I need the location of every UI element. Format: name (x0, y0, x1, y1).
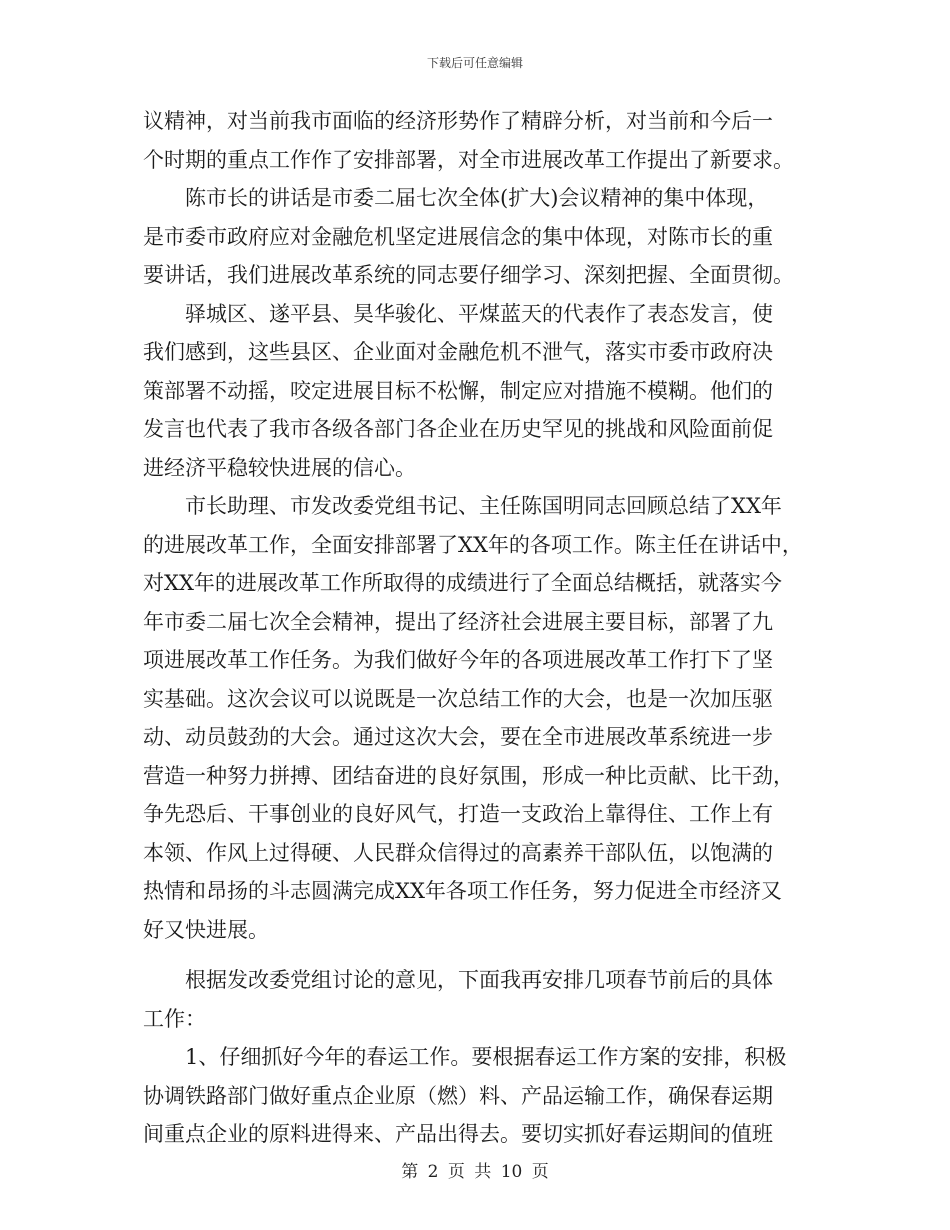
body-line: 争先恐后、干事创业的良好风气，打造一支政治上靠得住、工作上有 (143, 802, 773, 826)
body-line: 我们感到，这些县区、企业面对金融危机不泄气，落实市委市政府决 (143, 340, 773, 364)
body-line: 营造一种努力拼搏、团结奋进的良好氛围，形成一种比贡献、比干劲， (143, 763, 794, 788)
body-line: 项进展改革工作任务。为我们做好今年的各项进展改革工作打下了坚 (143, 648, 773, 672)
body-line: 协调铁路部门做好重点企业原（燃）料、产品运输工作，确保春运期 (143, 1083, 773, 1108)
body-line: 动、动员鼓劲的大会。通过这次大会，要在全市进展改革系统进一步 (143, 725, 773, 749)
body-line: 对XX年的进展改革工作所取得的成绩进行了全面总结概括，就落实今 (143, 571, 782, 595)
paragraph-start-line: 市长助理、市发改委党组书记、主任陈国明同志回顾总结了XX年 (185, 494, 782, 518)
paragraph-gap (143, 949, 811, 961)
body-line: 进经济平稳较快进展的信心。 (143, 455, 416, 480)
body-line: 年市委二届七次全会精神，提出了经济社会进展主要目标，部署了九 (143, 609, 773, 634)
body-line: 热情和昂扬的斗志圆满完成XX年各项工作任务，努力促进全市经济又 (143, 879, 782, 903)
body-line: 要讲话，我们进展改革系统的同志要仔细学习、深刻把握、全面贯彻。 (143, 263, 794, 287)
paragraph-start-line: 1、仔细抓好今年的春运工作。要根据春运工作方案的安排，积极 (185, 1045, 787, 1069)
body-line: 本领、作风上过得硬、人民群众信得过的高素养干部队伍，以饱满的 (143, 840, 773, 865)
body-line: 个时期的重点工作作了安排部署，对全市进展改革工作提出了新要求。 (143, 147, 794, 172)
paragraph-start-line: 根据发改委党组讨论的意见，下面我再安排几项春节前后的具体 (185, 968, 773, 992)
document-body (143, 102, 811, 1154)
body-line: 是市委市政府应对金融危机坚定进展信念的集中体现，对陈市长的重 (143, 224, 773, 249)
body-line: 间重点企业的原料进得来、产品出得去。要切实抓好春运期间的值班 (143, 1122, 773, 1146)
body-line: 实基础。这次会议可以说既是一次总结工作的大会，也是一次加压驱 (143, 686, 773, 711)
page-number-footer: 第 2 页 共 10 页 (401, 1162, 549, 1182)
body-line: 的进展改革工作，全面安排部署了XX年的各项工作。陈主任在讲话中， (143, 532, 803, 557)
body-line: 策部署不动摇，咬定进展目标不松懈，制定应对措施不模糊。他们的 (143, 378, 773, 403)
body-line: 发言也代表了我市各级各部门各企业在历史罕见的挑战和风险面前促 (143, 417, 773, 441)
body-line: 议精神，对当前我市面临的经济形势作了精辟分析，对当前和今后一 (143, 109, 773, 133)
body-line: 工作： (143, 1006, 206, 1031)
paragraph-start-line: 陈市长的讲话是市委二届七次全体(扩大)会议精神的集中体现， (185, 186, 769, 210)
page-header: 下载后可任意编辑 (426, 56, 523, 70)
paragraph-start-line: 驿城区、遂平县、昊华骏化、平煤蓝天的代表作了表态发言，使 (185, 301, 773, 326)
body-line: 好又快进展。 (143, 917, 269, 942)
